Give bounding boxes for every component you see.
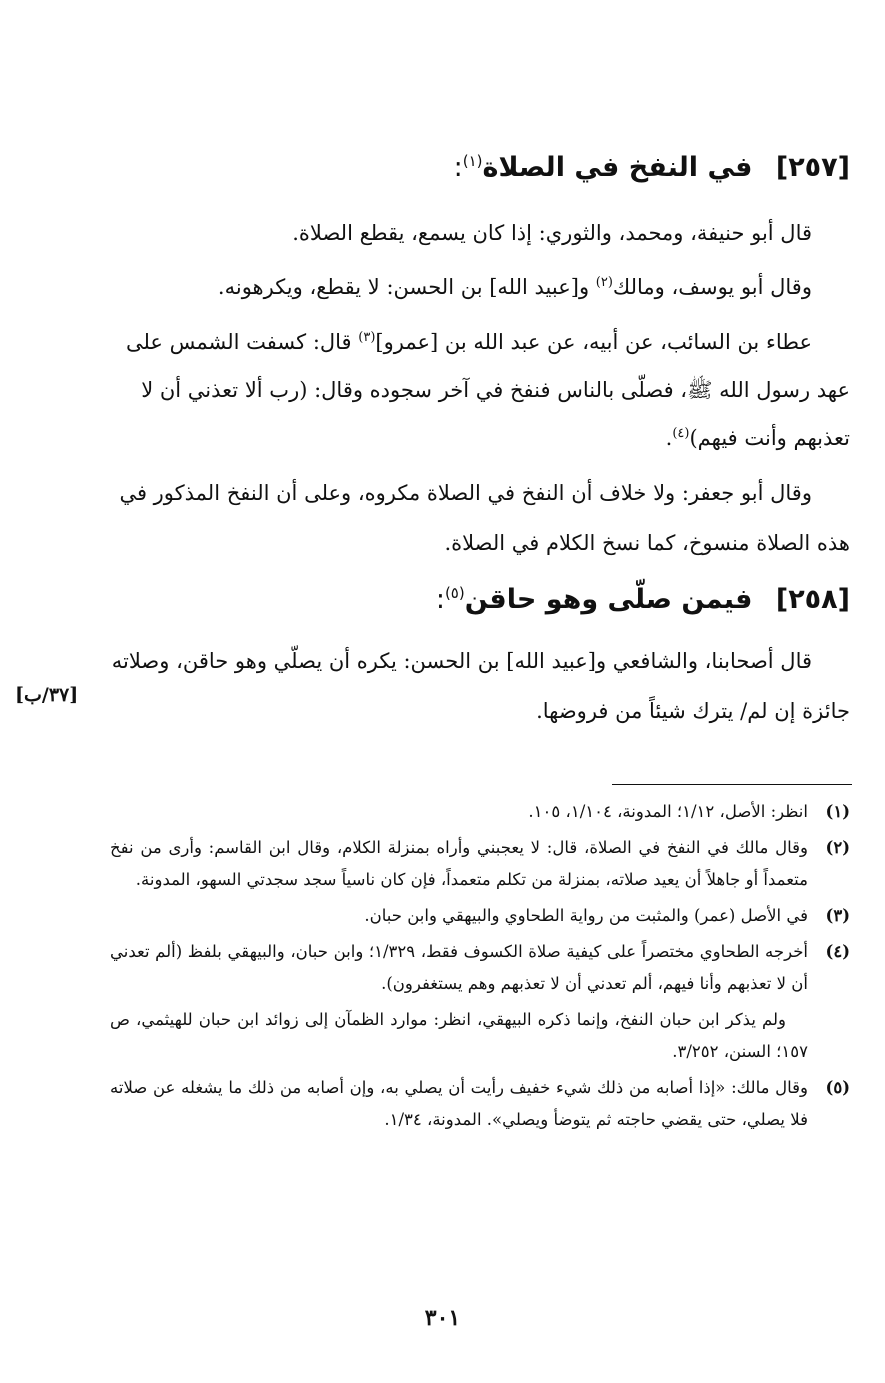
- paragraph: قال أبو حنيفة، ومحمد، والثوري: إذا كان يسمع، يقطع الصلاة.: [292, 221, 812, 245]
- section-title: فيمن صلّى وهو حاقن: [464, 584, 753, 615]
- footnote-number: (٤): [825, 942, 850, 961]
- paragraph-text: عطاء بن السائب، عن أبيه، عن عبد الله بن [عمرو]: [375, 330, 812, 354]
- section-258-body: [110, 636, 850, 736]
- section-heading-258: [90, 580, 850, 620]
- section-title: في النفخ في الصلاة: [482, 152, 753, 183]
- footnote-number: (١): [825, 802, 850, 821]
- footnote-ref[interactable]: (٣): [358, 330, 376, 345]
- footnote: [110, 936, 850, 1000]
- footnote-ref[interactable]: (١): [462, 152, 483, 170]
- paragraph: [110, 260, 850, 314]
- footnote: [110, 796, 850, 828]
- paragraph: قال أصحابنا، والشافعي و[عبيد الله] بن الحسن: يكره أن يصلّي وهو حاقن، وصلاته جائزة إن لم/ يترك شيئاً من فروضها.: [111, 649, 850, 723]
- section-heading-257: [90, 148, 850, 188]
- section-257-body: [110, 206, 850, 568]
- footnote-number: (٣): [825, 906, 850, 925]
- page-number: ٣٠١: [424, 1305, 461, 1331]
- paragraph-text: قال: كسفت الشمس على عهد رسول الله ﷺ، فصلّى بالناس فنفخ في آخر سجوده وقال: (رب ألا تعذني أن لا تعذبهم وأنت فيهم): [125, 330, 850, 450]
- footnote-number: (٥): [825, 1078, 850, 1097]
- paragraph-text: و[عبيد الله] بن الحسن: لا يقطع، ويكرهونه.: [217, 275, 596, 299]
- footnote-text: انظر: الأصل، ١/١٢؛ المدونة، ١/١٠٤، ١٠٥.: [528, 802, 808, 821]
- footnote: [110, 1072, 850, 1136]
- section-number: [٢٥٧]: [775, 152, 850, 183]
- footnote-continuation: ولم يذكر ابن حبان النفخ، وإنما ذكره البيهقي، انظر: موارد الظمآن إلى زوائد ابن حبان للهيثمي، ص ١٥٧؛ السنن، ٣/٢٥٢.: [110, 1010, 808, 1061]
- manuscript-folio-note: [٣٧/ب]: [15, 684, 79, 706]
- footnote-text: وقال مالك: «إذا أصابه من ذلك شيء خفيف رأيت أن يصلي به، وإن أصابه من ذلك ما يشغله عن صلاته فلا يصلي، حتى يقضي حاجته ثم يتوضأ ويصلي». المدونة، ١/٣٤.: [110, 1078, 808, 1129]
- footnote-text: في الأصل (عمر) والمثبت من رواية الطحاوي والبيهقي وابن حبان.: [364, 906, 808, 925]
- footnote-separator: [612, 784, 852, 785]
- footnote: [110, 832, 850, 896]
- footnote-text: وقال مالك في النفخ في الصلاة، قال: لا يعجبني وأراه بمنزلة الكلام، وقال ابن القاسم: وأرى من نفخ متعمداً أو جاهلاً أن يعيد صلاته، بمنزلة من تكلم متعمداً، فإن كان ناسياً سجد سجدتي السهو، المدونة.: [110, 838, 808, 889]
- paragraph: [110, 318, 850, 462]
- paragraph: وقال أبو جعفر: ولا خلاف أن النفخ في الصلاة مكروه، وعلى أن النفخ المذكور في هذه الصلاة منسوخ، كما نسخ الكلام في الصلاة.: [119, 481, 850, 555]
- footnote-text: أخرجه الطحاوي مختصراً على كيفية صلاة الكسوف فقط، ١/٣٢٩؛ وابن حبان، والبيهقي بلفظ (ألم تعدني أن لا تعذبهم وأنا فيهم، ألم تعدني أن لا تعذبهم وهم يستغفرون).: [110, 942, 808, 993]
- section-number: [٢٥٨]: [775, 584, 850, 615]
- footnote-ref[interactable]: (٢): [595, 275, 613, 290]
- footnote: [110, 900, 850, 932]
- footnote-ref[interactable]: (٥): [444, 584, 465, 602]
- heading-colon: :: [435, 584, 445, 615]
- heading-colon: :: [453, 152, 463, 183]
- footnote-number: (٢): [825, 838, 850, 857]
- footnotes: [110, 796, 850, 1140]
- paragraph-text: وقال أبو يوسف، ومالك: [612, 275, 812, 299]
- paragraph-text: .: [665, 426, 673, 450]
- footnote-ref[interactable]: (٤): [672, 426, 690, 441]
